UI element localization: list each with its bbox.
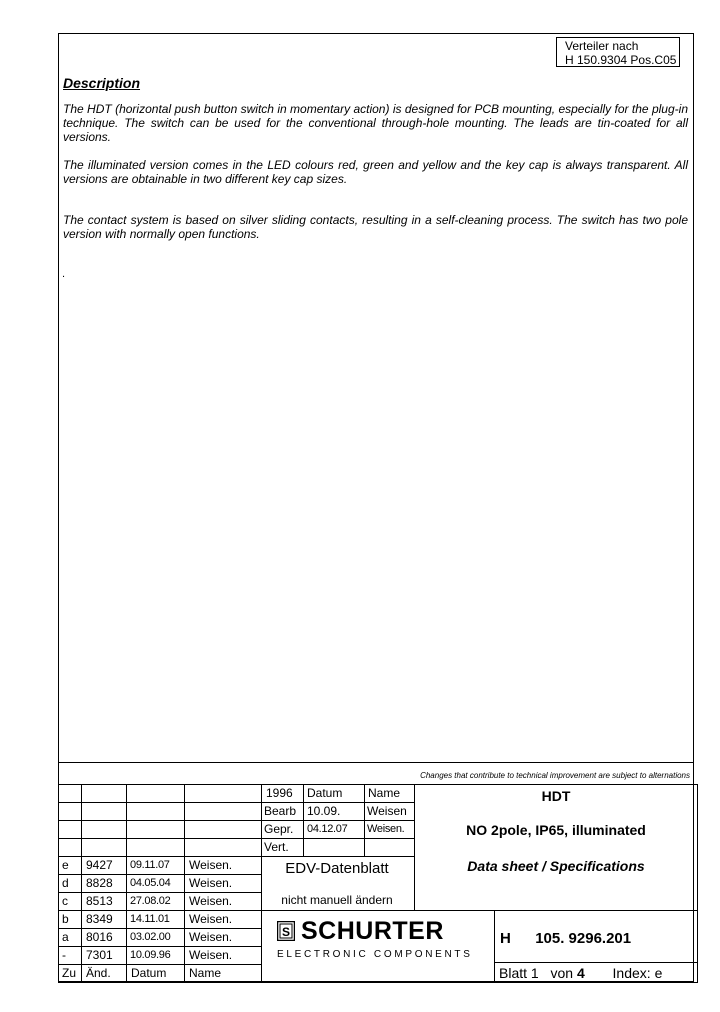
approval-name: Weisen. [367,823,405,835]
edv-note: nicht manuell ändern [281,893,393,907]
revision-footer-zu: Zu [62,966,77,980]
description-heading: Description [63,75,141,91]
document-type: Data sheet / Specifications [467,858,645,874]
document-number-value: 105. 9296.201 [535,930,632,947]
revision-aend: 9427 [86,858,113,872]
revision-datum: 09.11.07 [130,859,170,871]
document-number [500,930,631,947]
index-value: e [654,965,663,981]
notice-divider [58,762,694,763]
revision-datum: 14.11.01 [130,913,170,925]
distribution-line-1: Verteiler nach [565,39,639,53]
approval-date: 04.12.07 [307,823,348,835]
revision-datum: 10.09.96 [130,949,171,961]
revision-zu: b [62,912,69,926]
description-paragraph-3: The contact system is based on silver sliding contacts, resulting in a self-cleaning process. The switch has two pole version with normally open functions. [63,213,688,241]
logo-name: SCHURTER [301,917,444,945]
revision-zu: - [62,948,66,962]
distribution-box [556,37,680,67]
revision-aend: 8513 [86,894,113,908]
revision-name: Weisen. [189,930,233,944]
approval-label: Gepr. [264,822,294,836]
revision-zu: a [62,930,69,944]
approval-name: Weisen [367,804,407,818]
sheet-label: Blatt [499,965,528,981]
title-block-top-border [58,784,698,785]
description-paragraph-1: The HDT (horizontal push button switch in momentary action) is designed for PCB mounting, especially for the plug-in technique. The switch can be used for the conventional through-hole mounting. The leads are tin-coated for all versions. [63,102,688,144]
approval-year: 1996 [266,786,293,800]
approval-datum-header: Datum [307,786,343,800]
revision-name: Weisen. [189,894,233,908]
edv-title: EDV-Datenblatt [285,860,389,877]
logo-mark-icon [277,921,295,941]
revision-zu: d [62,876,69,890]
approval-label: Bearb [264,804,297,818]
product-name: HDT [541,788,571,804]
revision-footer-aend: Änd. [86,966,111,980]
change-notice: Changes that contribute to technical improvement are subject to alternations [420,771,690,780]
description-paragraph-2: The illuminated version comes in the LED colours red, green and yellow and the key cap is always transparent. All versions are obtainable in two different key cap sizes. [63,158,688,186]
product-subtitle: NO 2pole, IP65, illuminated [466,822,646,838]
sheet-number: 1 [530,965,539,981]
revision-zu: e [62,858,69,872]
sheet-total: 4 [576,965,585,981]
stray-dot: . [62,268,66,280]
revision-aend: 8828 [86,876,113,890]
revision-datum: 04.05.04 [130,877,171,889]
approval-name-header: Name [368,786,401,800]
revision-name: Weisen. [189,876,233,890]
revision-aend: 8016 [86,930,113,944]
approval-date: 10.09. [307,804,341,818]
revision-zu: c [62,894,68,908]
sheet-of-label: von [550,965,574,981]
revision-name: Weisen. [189,912,233,926]
revision-aend: 8349 [86,912,113,926]
approval-label: Vert. [264,840,289,854]
revision-footer-datum: Datum [131,966,167,980]
index-label: Index: [612,965,651,981]
revision-datum: 27.08.02 [130,895,171,907]
revision-name: Weisen. [189,858,233,872]
revision-aend: 7301 [86,948,113,962]
logo-mark-letter: S [281,925,291,939]
revision-footer-name: Name [189,966,222,980]
document-prefix: H [500,930,511,947]
sheet-info [499,965,662,981]
revision-datum: 03.02.00 [130,931,171,943]
distribution-line-2: H 150.9304 Pos.C05 [565,53,677,67]
revision-name: Weisen. [189,948,233,962]
logo-tagline: ELECTRONIC COMPONENTS [277,949,473,960]
